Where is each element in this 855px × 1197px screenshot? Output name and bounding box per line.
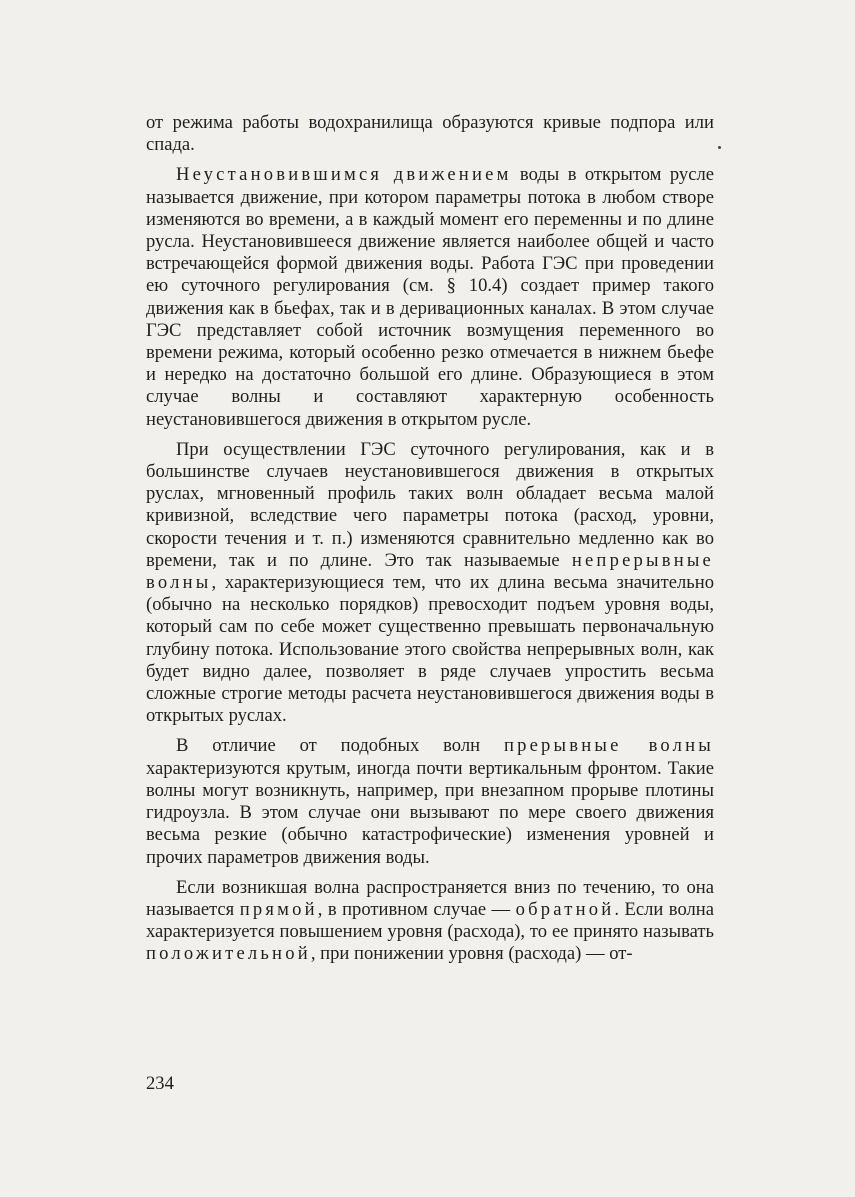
page-number: 234 xyxy=(146,1073,174,1094)
scan-speck xyxy=(718,146,721,149)
text-segment: , при понижении уровня (расхода) — от- xyxy=(310,943,633,965)
emphasized-term: прерывные волны xyxy=(503,735,714,757)
text-segment: , характеризующиеся тем, что их длина весьма значительно (обычно на несколько порядков) превосходит подъем уровня воды, который сам по себе может существенно превышать первоначальную глубину потока. Использование этого свойства непрерывных волн, как будет видно далее, позволяет в ряде случаев упростить весьма сложные строгие методы расчета неустановившегося движения воды в открытых руслах. xyxy=(146,572,714,727)
text-segment: . Если волна характеризуется повышением уровня (расхода), то ее принято называть xyxy=(146,898,714,943)
paragraph-unsteady-flow-definition xyxy=(146,164,714,430)
text-segment: В отличие от подобных волн xyxy=(176,735,504,757)
body-text xyxy=(146,112,714,974)
emphasized-term: Неустановившимся движением xyxy=(176,164,512,186)
text-segment: При осуществлении ГЭС суточного регулирования, как и в большинстве случаев неустановившегося движения в открытых руслах, мгновенный профиль таких волн обладает весьма малой кривизной, вследствие чего параметры потока (расход, уровни, скорости течения и т. п.) изменяются сравнительно медленно как во времени, так и по длине. Это так называемые xyxy=(146,438,714,571)
emphasized-term: положительной xyxy=(146,943,311,965)
text-segment: , в противном случае — xyxy=(317,898,516,920)
emphasized-term: непрерывные волны xyxy=(146,549,714,594)
paragraph-continuation xyxy=(146,112,714,156)
emphasized-term: обратной xyxy=(515,898,615,920)
paragraph-wave-types xyxy=(146,877,714,966)
text-segment: Если возникшая волна распространяется вниз по течению, то она называется xyxy=(146,876,714,920)
text-segment: характеризуются крутым, иногда почти вертикальным фронтом. Такие волны могут возникнуть, например, при внезапном прорыве плотины гидроузла. В этом случае они вызывают по мере своего движения весьма резкие (обычно катастрофические) изменения уровней и прочих параметров движения воды. xyxy=(146,757,714,868)
text-segment: от режима работы водохранилища образуются кривые подпора или спада. xyxy=(146,112,714,156)
paragraph-continuous-waves xyxy=(146,439,714,728)
paragraph-discontinuous-waves xyxy=(146,735,714,868)
emphasized-term: прямой xyxy=(239,898,318,920)
text-segment: воды в открытом русле называется движение, при котором параметры потока в любом створе изменяются во времени, а в каждый момент его переменны и по длине русла. Неустановившееся движение является наиболее общей и часто встречающейся формой движения воды. Работа ГЭС при проведении ею суточного регулирования (см. § 10.4) создает пример такого движения как в бьефах, так и в деривационных каналах. В этом случае ГЭС представляет собой источник возмущения переменного во времени режима, который особенно резко отмечается в нижнем бьефе и нередко на достаточно большой его длине. Образующиеся в этом случае волны и составляют характерную особенность неустановившегося движения в открытом русле. xyxy=(146,164,714,430)
